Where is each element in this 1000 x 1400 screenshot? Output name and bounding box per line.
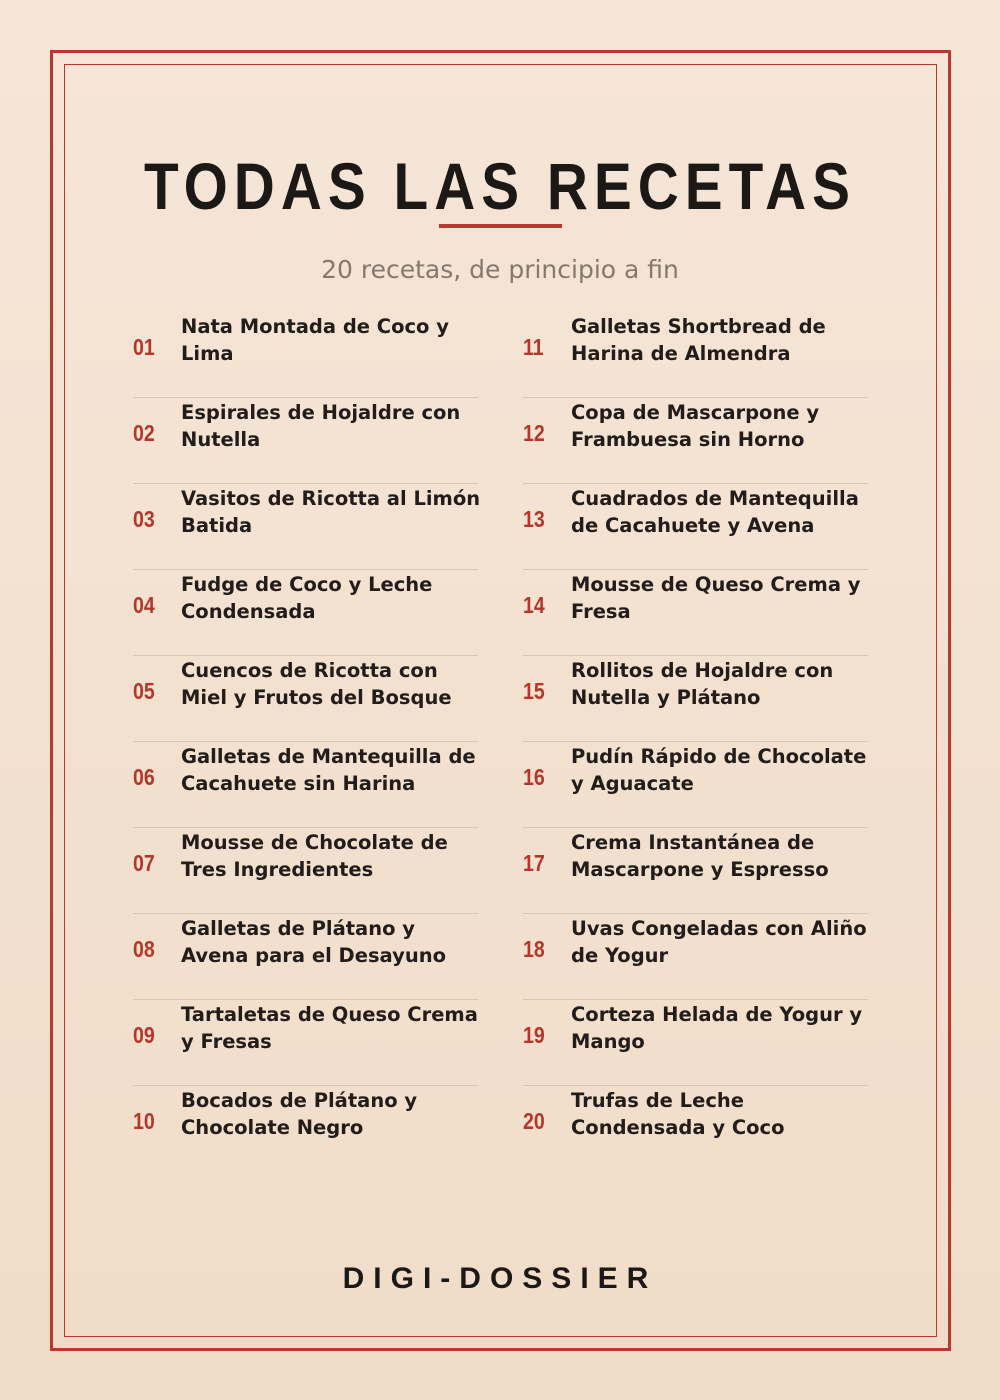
recipe-number: 10: [133, 1108, 155, 1134]
recipe-name: Galletas Shortbread de Harina de Almendra: [571, 315, 826, 365]
recipe-item: [523, 828, 868, 914]
recipe-name: Vasitos de Ricotta al Limón Batida: [181, 487, 481, 537]
recipe-number: 07: [133, 850, 155, 876]
recipe-number: 20: [523, 1108, 545, 1134]
recipe-number: 04: [133, 592, 155, 618]
recipe-name: Nata Montada de Coco y Lima: [181, 315, 449, 365]
recipe-name: Tartaletas de Queso Crema y Fresas: [181, 1003, 478, 1053]
recipe-number: 19: [523, 1022, 545, 1048]
recipe-list-right: [523, 312, 868, 1172]
recipe-name: Pudín Rápido de Chocolate y Aguacate: [571, 745, 867, 795]
title-underline: [439, 224, 562, 228]
recipe-item: [133, 1086, 478, 1172]
recipe-item: [523, 656, 868, 742]
recipe-name: Cuencos de Ricotta con Miel y Frutos del Bosque: [181, 659, 452, 709]
recipe-number: 01: [133, 334, 155, 360]
recipe-name: Rollitos de Hojaldre con Nutella y Plátano: [571, 659, 834, 709]
recipe-number: 18: [523, 936, 545, 962]
recipe-item: [133, 914, 478, 1000]
recipe-name: Galletas de Mantequilla de Cacahuete sin Harina: [181, 745, 476, 795]
recipe-item: [133, 570, 478, 656]
recipe-number: 13: [523, 506, 545, 532]
recipe-name: Copa de Mascarpone y Frambuesa sin Horno: [571, 401, 820, 451]
recipe-item: [133, 656, 478, 742]
recipe-item: [523, 484, 868, 570]
recipe-item: [523, 1086, 868, 1172]
recipe-number: 14: [523, 592, 545, 618]
recipe-name: Uvas Congeladas con Aliño de Yogur: [571, 917, 867, 967]
recipe-number: 15: [523, 678, 545, 704]
recipe-number: 16: [523, 764, 545, 790]
recipe-number: 06: [133, 764, 155, 790]
recipe-name: Bocados de Plátano y Chocolate Negro: [181, 1089, 418, 1139]
recipe-item: [523, 1000, 868, 1086]
recipe-number: 05: [133, 678, 155, 704]
recipe-name: Mousse de Queso Crema y Fresa: [571, 573, 861, 623]
recipe-item: [523, 570, 868, 656]
recipe-number: 02: [133, 420, 155, 446]
recipe-name: Crema Instantánea de Mascarpone y Espresso: [571, 831, 829, 881]
recipe-list-left: [133, 312, 481, 1172]
brand-name: DIGI-DOSSIER: [342, 1262, 658, 1295]
page-subtitle: 20 recetas, de principio a fin: [321, 255, 679, 284]
recipe-name: Trufas de Leche Condensada y Coco: [571, 1089, 785, 1139]
recipe-item: [133, 398, 478, 484]
recipe-number: 12: [523, 420, 545, 446]
recipe-name: Fudge de Coco y Leche Condensada: [181, 573, 433, 623]
recipe-item: [133, 484, 481, 570]
recipe-name: Mousse de Chocolate de Tres Ingredientes: [181, 831, 448, 881]
page-title: TODAS LAS RECETAS: [143, 149, 857, 223]
recipe-item: [523, 742, 868, 828]
recipe-item: [523, 398, 868, 484]
recipe-number: 11: [523, 334, 544, 360]
recipe-name: Espirales de Hojaldre con Nutella: [181, 401, 461, 451]
recipe-number: 17: [523, 850, 545, 876]
recipe-number: 03: [133, 506, 155, 532]
recipe-name: Galletas de Plátano y Avena para el Desayuno: [181, 917, 446, 967]
recipe-item: [523, 914, 868, 1000]
recipe-item: [133, 828, 478, 914]
recipe-number: 09: [133, 1022, 155, 1048]
recipe-name: Corteza Helada de Yogur y Mango: [571, 1003, 863, 1053]
recipe-item: [133, 742, 478, 828]
recipe-name: Cuadrados de Mantequilla de Cacahuete y Avena: [571, 487, 859, 537]
recipe-item: [523, 312, 868, 398]
recipe-number: 08: [133, 936, 155, 962]
recipe-item: [133, 1000, 478, 1086]
recipe-item: [133, 312, 478, 398]
